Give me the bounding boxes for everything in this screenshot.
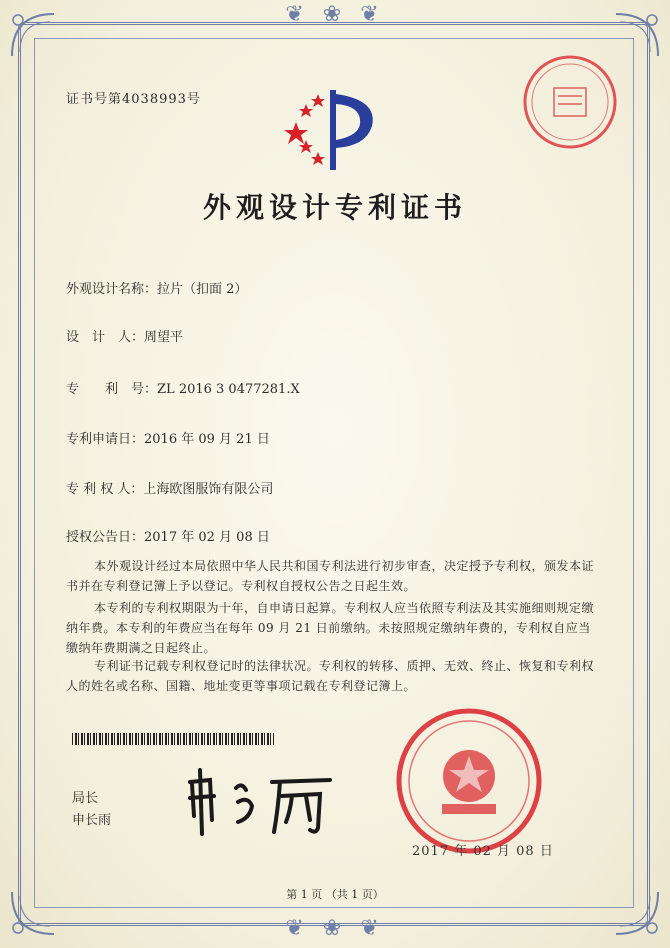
field-value: 2017 年 02 月 08 日 (144, 530, 270, 545)
field-label: 专 利 权 人： (66, 482, 144, 497)
seal-date: 2017 年 02 月 08 日 (412, 844, 554, 859)
field-label: 设 计 人： (66, 330, 145, 345)
field-design-name (66, 278, 247, 297)
field-label: 专 利 号： (66, 382, 158, 397)
field-value: ZL 2016 3 0477281.X (157, 382, 300, 397)
barcode (72, 733, 274, 745)
field-patent-number (66, 378, 300, 397)
bottom-ornament: ❦ ❀ ❦ (285, 916, 385, 941)
top-ornament: ❦ ❀ ❦ (285, 2, 385, 27)
paragraph-term: 本专利的专利权期限为十年，自申请日起算。专利权人应当依照专利法及其实施细则规定缴纳年费。本专利的年费应当在每年 09 月 21 日前缴纳。未按照规定缴纳年费的，专利权自应当缴纳年费期满之日起终止。 (66, 601, 595, 655)
handwritten-signature-icon (180, 762, 340, 842)
certificate-number: 证书号第4038993号 (66, 92, 201, 107)
patent-office-logo-icon (282, 84, 382, 174)
national-ip-office-seal-icon (394, 706, 544, 856)
agency-seal-icon (520, 52, 620, 152)
field-label: 授权公告日： (66, 530, 145, 545)
paragraph-grant: 本外观设计经过本局依照中华人民共和国专利法进行初步审查，决定授予专利权，颁发本证书并在专利登记簿上予以登记。专利权自授权公告之日起生效。 (66, 559, 595, 593)
field-value: 拉片（扣面 2） (157, 282, 248, 297)
field-value: 上海欧图服饰有限公司 (143, 482, 274, 497)
signatory-block (72, 788, 111, 832)
field-label: 专利申请日： (66, 432, 145, 447)
field-label: 外观设计名称： (66, 282, 158, 297)
field-grant-date (66, 526, 270, 545)
field-designer (66, 326, 183, 345)
page-number: 第 1 页 （共 1 页） (286, 888, 384, 901)
field-patentee (66, 478, 273, 497)
corner-ornament-icon (6, 8, 60, 62)
field-application-date (66, 428, 270, 447)
field-value: 周望平 (144, 330, 184, 345)
certificate-title: 外观设计专利证书 (202, 191, 467, 224)
field-value: 2016 年 09 月 21 日 (144, 432, 270, 447)
signatory-title: 局长 (72, 791, 99, 806)
paragraph-legal-status: 专利证书记载专利权登记时的法律状况。专利权的转移、质押、无效、终止、恢复和专利权人的姓名或名称、国籍、地址变更等事项记载在专利登记簿上。 (66, 659, 595, 693)
signatory-name: 申长雨 (72, 813, 112, 828)
